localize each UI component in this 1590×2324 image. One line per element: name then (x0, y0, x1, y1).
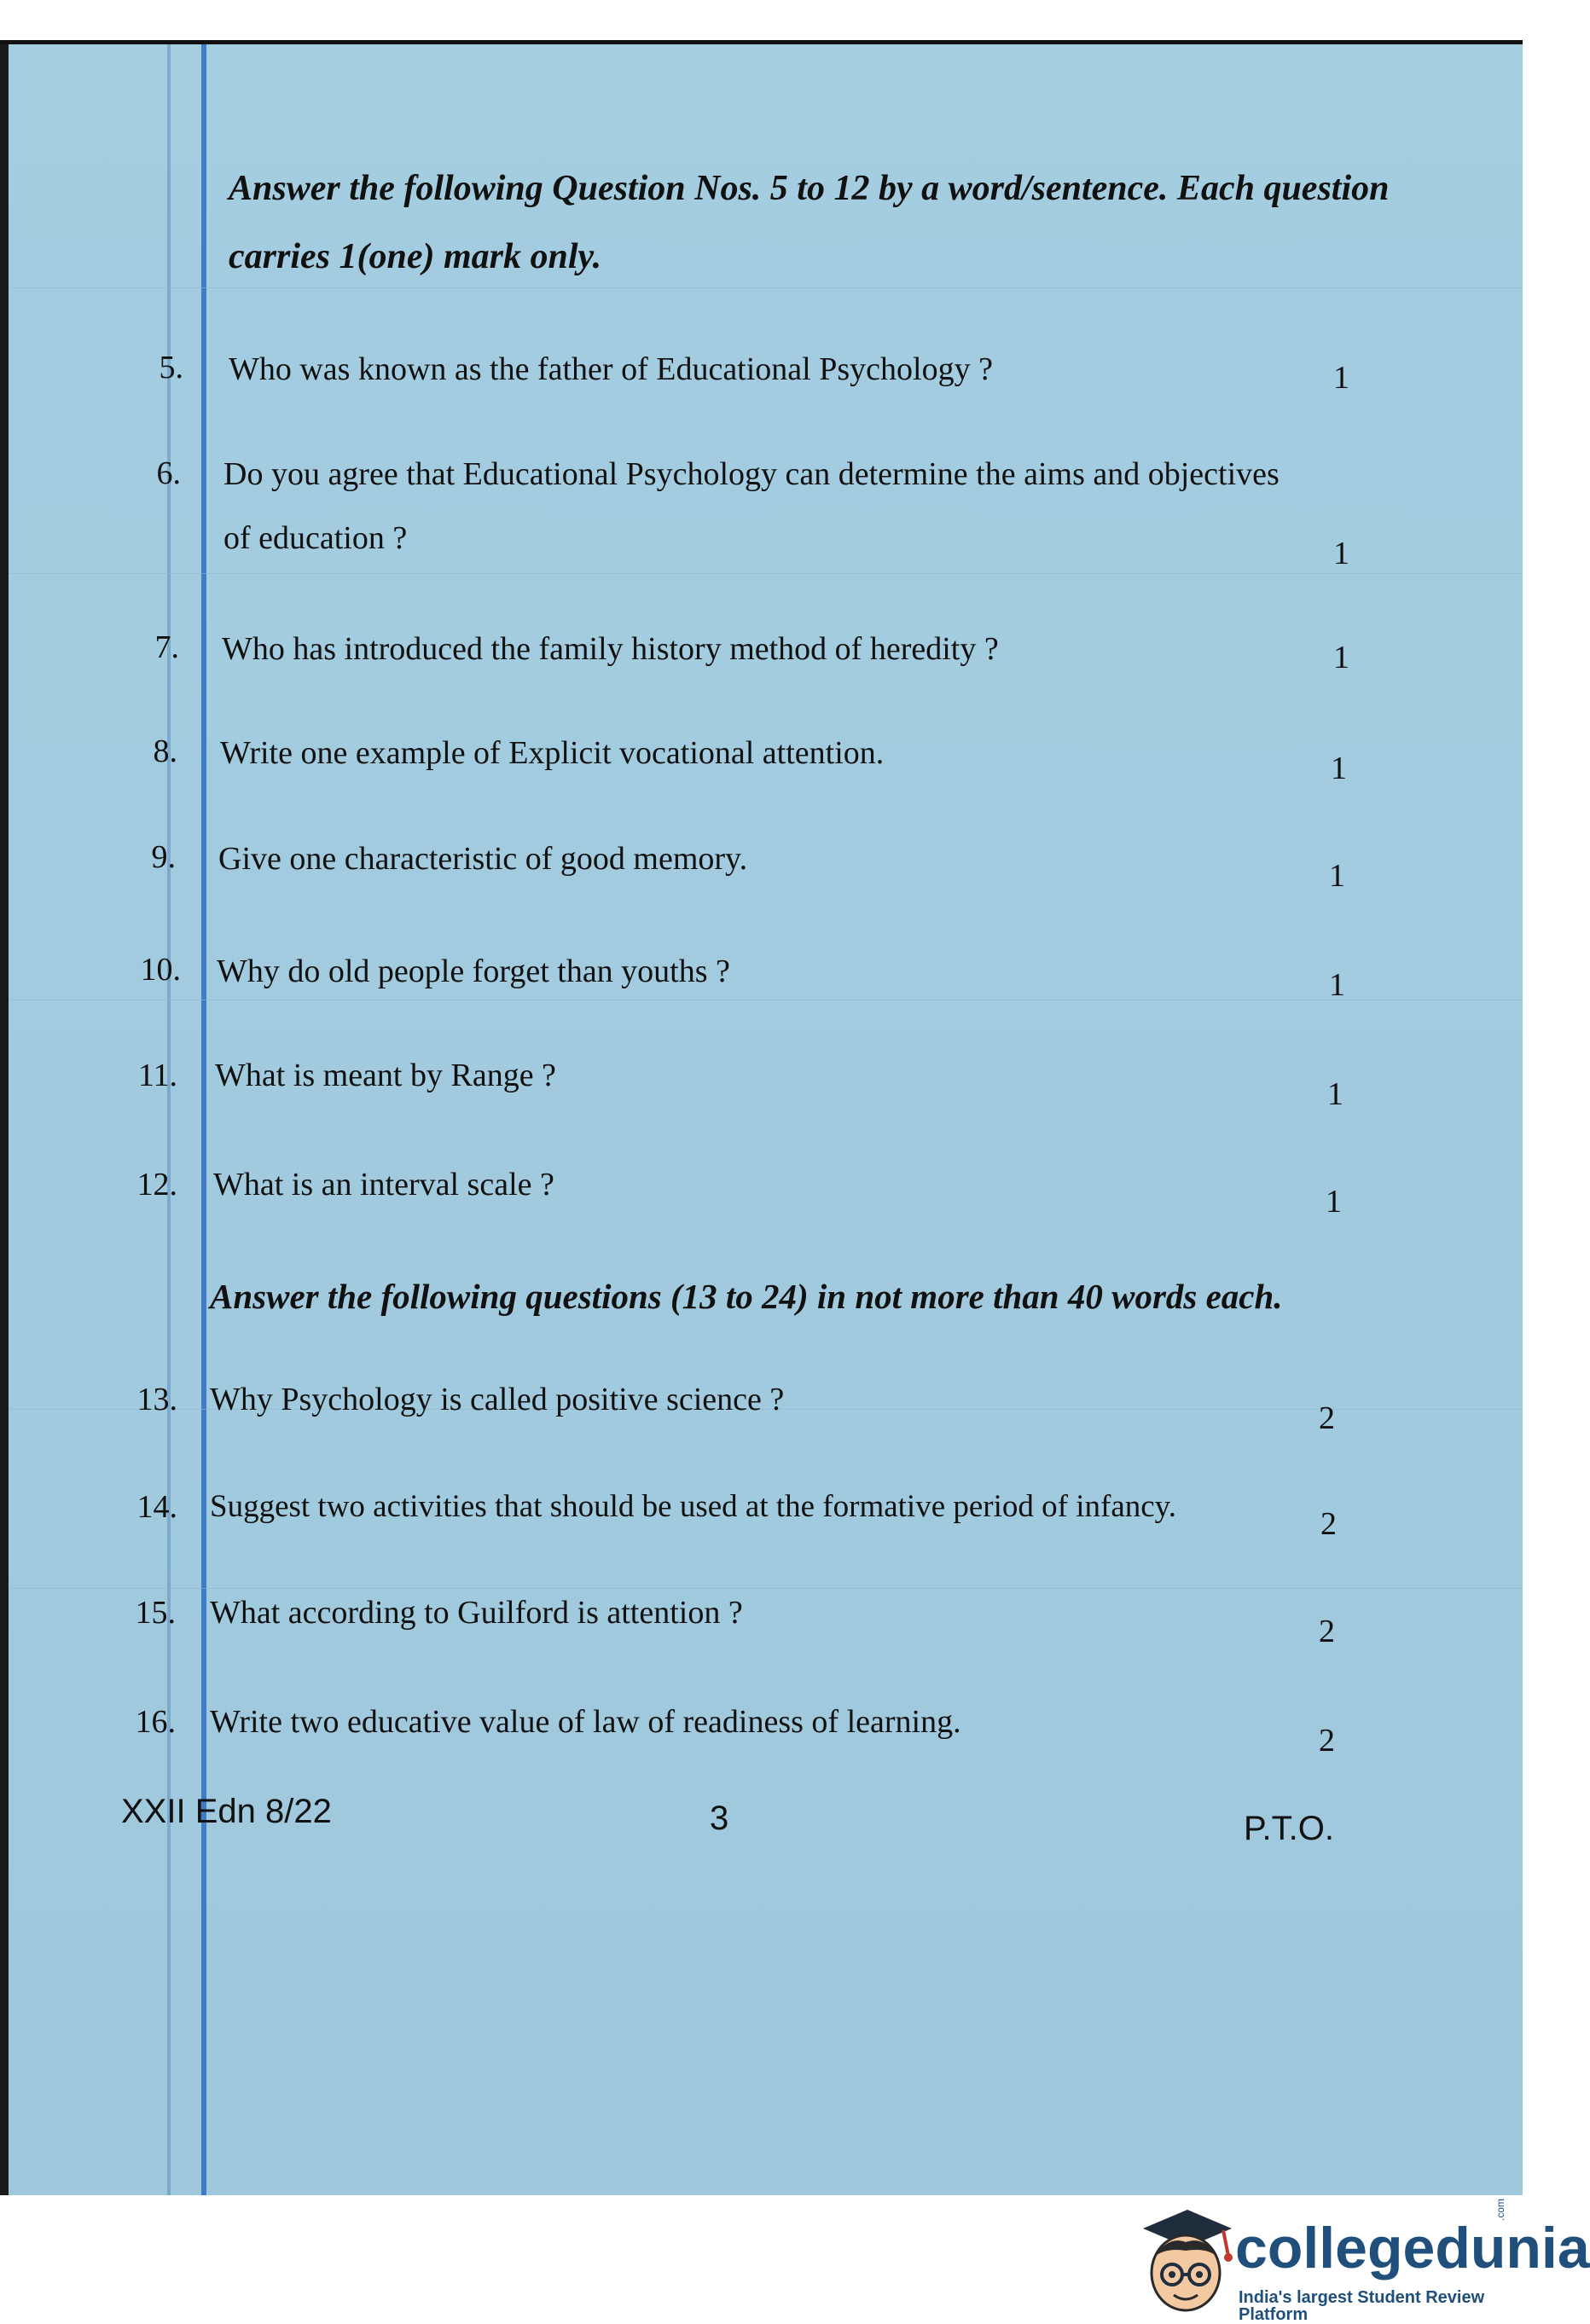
paper-line (9, 1588, 1523, 1589)
question-text: What according to Guilford is attention ? (210, 1595, 743, 1631)
margin-rule (201, 44, 206, 2195)
paper-code: XXII Edn 8/22 (121, 1793, 332, 1830)
question-number: 15. (135, 1595, 176, 1631)
question-number: 9. (151, 839, 176, 875)
question-number: 16. (135, 1704, 176, 1740)
page-number: 3 (710, 1800, 729, 1837)
scan-left-edge (0, 44, 9, 2195)
question-number: 13. (136, 1382, 177, 1417)
question-mark: 1 (1327, 1076, 1343, 1112)
question-text: What is an interval scale ? (213, 1167, 554, 1203)
question-mark: 2 (1319, 1723, 1335, 1759)
question-text: Give one characteristic of good memory. (218, 841, 748, 877)
question-text: Do you agree that Educational Psychology can determine the aims and objectives (223, 456, 1280, 492)
question-text: Suggest two activities that should be used at the formative period of infancy. (210, 1489, 1177, 1524)
question-number: 14. (136, 1489, 177, 1525)
brand-name: collegedunia (1235, 2216, 1590, 2281)
question-number: 5. (159, 350, 183, 385)
question-text: Who was known as the father of Educational Psychology ? (229, 351, 993, 387)
question-number: 10. (140, 952, 181, 988)
scan-top-edge (0, 0, 1523, 44)
question-text: Why Psychology is called positive science ? (210, 1382, 785, 1417)
section-a-instruction: Answer the following Question Nos. 5 to 12 by a word/sentence. Each question (229, 169, 1390, 208)
question-mark: 1 (1329, 858, 1345, 894)
student-mascot-icon (1134, 2205, 1237, 2317)
question-mark: 1 (1331, 751, 1347, 786)
question-mark: 2 (1319, 1614, 1335, 1649)
question-mark: 2 (1319, 1400, 1335, 1436)
question-mark: 1 (1326, 1184, 1342, 1220)
paper-line (9, 573, 1523, 574)
question-number: 11. (137, 1058, 177, 1093)
question-text: What is meant by Range ? (215, 1058, 556, 1093)
section-b-instruction: Answer the following questions (13 to 24) in not more than 40 words each. (210, 1277, 1283, 1316)
question-text-cont: of education ? (223, 520, 408, 556)
brand-tagline: India's largest Student Review Platform (1239, 2288, 1485, 2324)
question-text: Who has introduced the family history method of heredity ? (222, 631, 999, 667)
question-mark: 1 (1333, 360, 1349, 396)
pto-label: P.T.O. (1244, 1810, 1334, 1847)
paper-line (9, 287, 1523, 288)
question-mark: 1 (1329, 967, 1345, 1003)
section-a-instruction-cont: carries 1(one) mark only. (229, 237, 602, 276)
question-number: 6. (156, 455, 181, 491)
question-number: 7. (154, 629, 179, 665)
question-text: Why do old people forget than youths ? (217, 953, 730, 989)
question-mark: 1 (1333, 640, 1349, 675)
question-number: 8. (153, 733, 177, 769)
brand-suffix: .com (1494, 2198, 1506, 2221)
question-text: Write two educative value of law of readiness of learning. (210, 1704, 961, 1740)
question-paper-page (9, 44, 1523, 2195)
question-mark: 2 (1320, 1506, 1337, 1542)
question-number: 12. (136, 1167, 177, 1203)
question-mark: 1 (1333, 536, 1349, 571)
question-text: Write one example of Explicit vocational attention. (220, 735, 885, 771)
